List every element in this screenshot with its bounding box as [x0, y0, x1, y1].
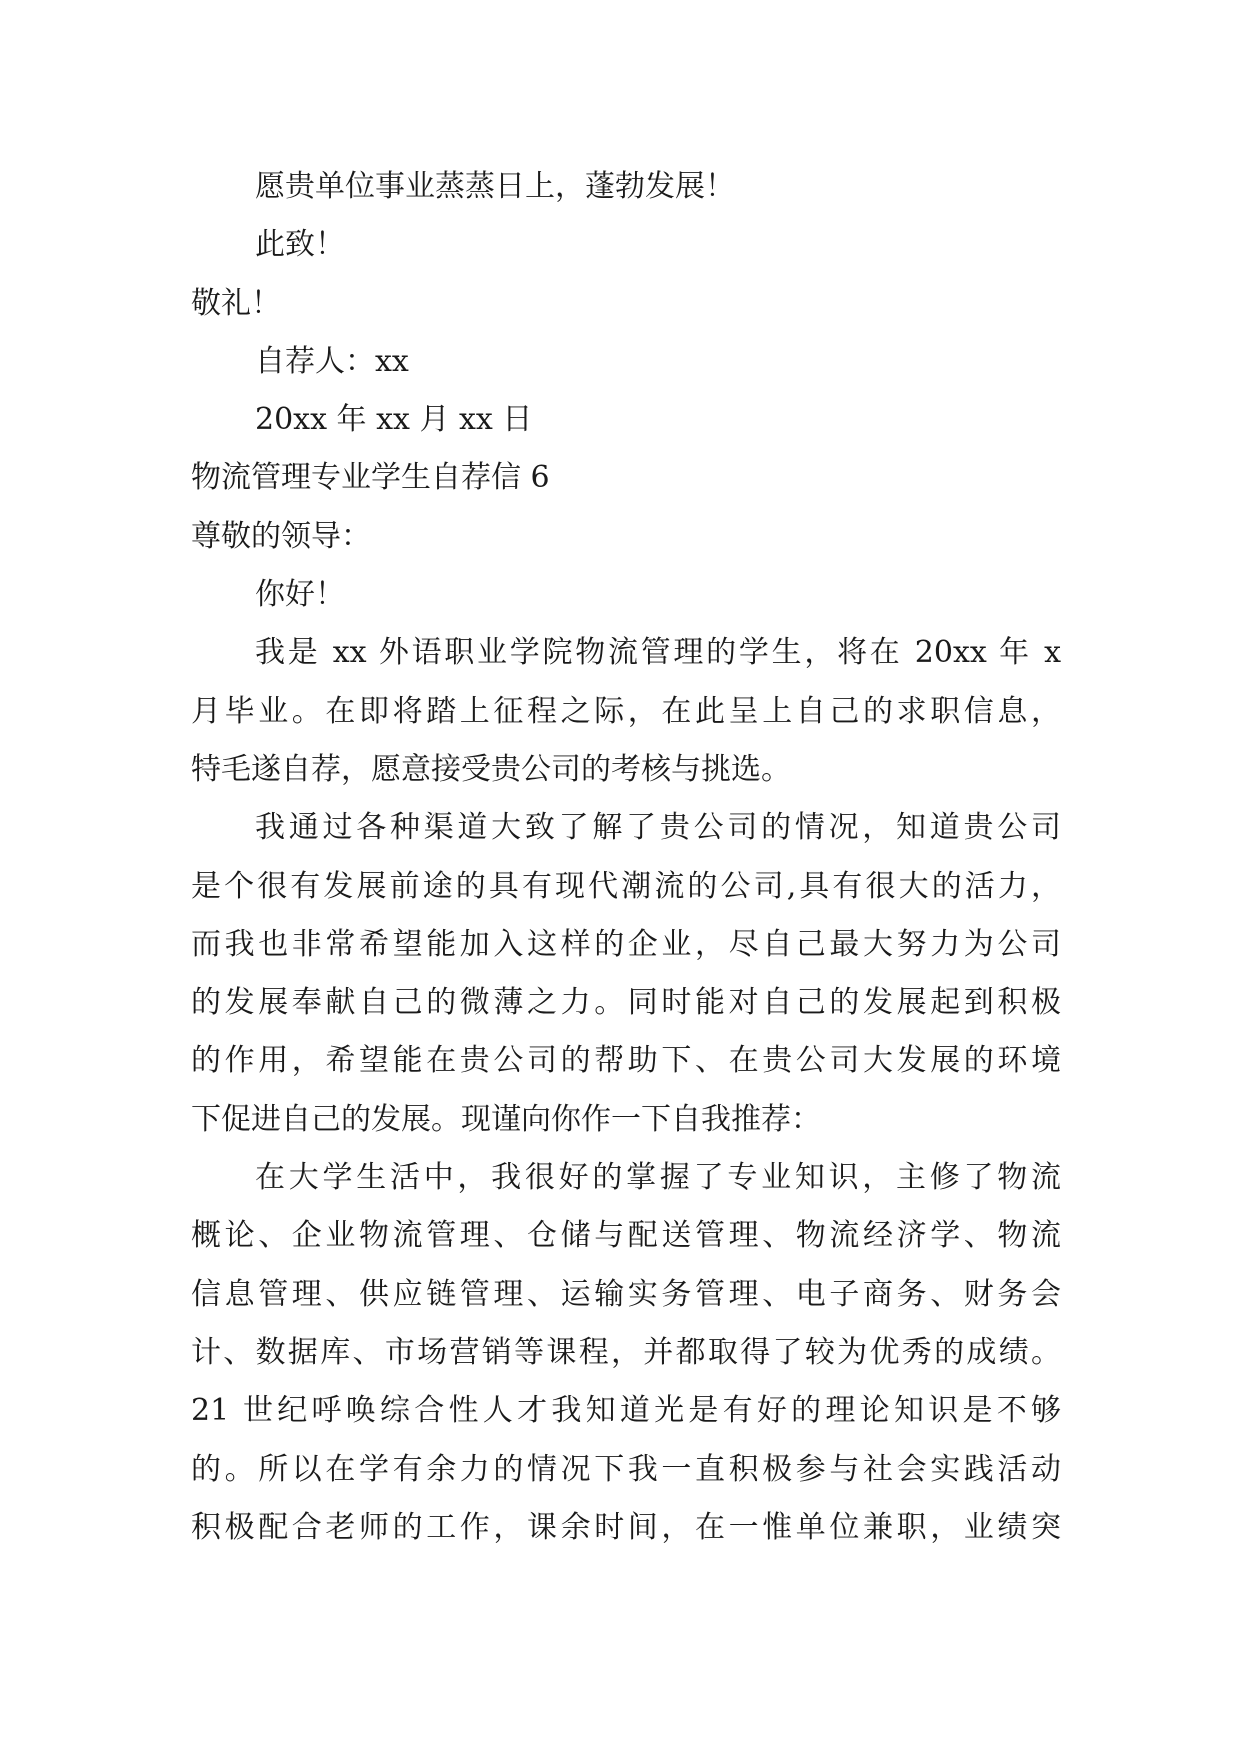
paragraph3-line: 信息管理、供应链管理、运输实务管理、电子商务、财务会 — [191, 1276, 1061, 1312]
paragraph2-line: 的发展奉献自己的微薄之力。同时能对自己的发展起到积极 — [191, 985, 1061, 1021]
letter-body — [191, 158, 1061, 1557]
paragraph1-line: 我是 xx 外语职业学院物流管理的学生，将在 20xx 年 x — [255, 635, 1061, 671]
paragraph2-line: 我通过各种渠道大致了解了贵公司的情况，知道贵公司 — [255, 810, 1061, 846]
paragraph2-line: 是个很有发展前途的具有现代潮流的公司,具有很大的活力， — [191, 868, 1061, 904]
paragraph2-line: 而我也非常希望能加入这样的企业，尽自己最大努力为公司 — [191, 926, 1061, 962]
paragraph3-line: 概论、企业物流管理、仓储与配送管理、物流经济学、物流 — [191, 1218, 1061, 1254]
paragraph1-line: 特毛遂自荐，愿意接受贵公司的考核与挑选。 — [191, 751, 791, 787]
paragraph3-line: 的。所以在学有余力的情况下我一直积极参与社会实践活动 — [191, 1451, 1061, 1487]
paragraph3-line: 积极配合老师的工作，课余时间，在一惟单位兼职，业绩突 — [191, 1509, 1061, 1545]
paragraph3-line: 计、数据库、市场营销等课程，并都取得了较为优秀的成绩。 — [191, 1334, 1061, 1370]
paragraph3-line: 在大学生活中，我很好的掌握了专业知识，主修了物流 — [255, 1160, 1061, 1196]
salutation-cizhi: 此致！ — [255, 227, 345, 263]
closing-wish: 愿贵单位事业蒸蒸日上，蓬勃发展！ — [255, 169, 735, 204]
paragraph2-line: 的作用，希望能在贵公司的帮助下、在贵公司大发展的环境 — [191, 1043, 1061, 1079]
greeting: 你好！ — [255, 577, 345, 613]
recipient: 尊敬的领导： — [191, 518, 371, 554]
paragraph1-line: 月毕业。在即将踏上征程之际，在此呈上自己的求职信息， — [191, 693, 1061, 729]
letter-title: 物流管理专业学生自荐信 6 — [191, 460, 550, 496]
letter-date: 20xx 年 xx 月 xx 日 — [255, 402, 533, 438]
signature: 自荐人：xx — [255, 343, 409, 379]
paragraph2-line: 下促进自己的发展。现谨向你作一下自我推荐： — [191, 1101, 821, 1137]
paragraph3-line: 21 世纪呼唤综合性人才我知道光是有好的理论知识是不够 — [191, 1393, 1061, 1429]
salutation-jingli: 敬礼！ — [191, 285, 281, 321]
